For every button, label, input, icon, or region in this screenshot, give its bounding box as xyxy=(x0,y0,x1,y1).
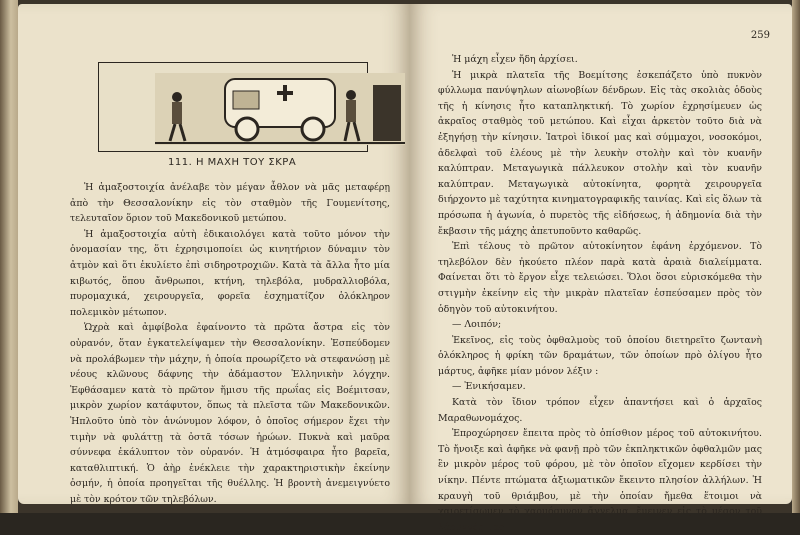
paragraph: Ἐπὶ τέλους τὸ πρῶτον αὐτοκίνητον ἐφάνη ἐρχόμενον. Τὸ τηλεβόλον δὲν ἠκούετο πλέον παρὰ κατὰ ἀραιὰ διαλείμματα. Φαίνεται ὅτι τὸ ἔργον εἶχε τελειώσει. Ὅλοι ὅσοι εὑρισκόμεθα τὴν στιγμὴν ἐκείνην εἰς τὴν μικρὰν πλατεῖαν ἐσπεύσαμεν πρὸς τὸν ὁδηγὸν τοῦ αὐτοκινήτου. xyxy=(438,241,762,315)
paragraph: Ἡ ἁμαξοστοιχία ἀνέλαβε τὸν μέγαν ἆθλον νὰ μᾶς μεταφέρῃ ἀπὸ τὴν Θεσσαλονίκην εἰς τὸν σταθμὸν τῆς Γουμενίτσης, τελευταῖον ὅριον τοῦ Μακεδονικοῦ μετώπου. xyxy=(70,182,390,225)
left-page xyxy=(18,4,410,504)
paragraph: Κατὰ τὸν ἴδιον τρόπον εἶχεν ἀπαντήσει καὶ ὁ ἀρχαῖος Μαραθωνομάχος. xyxy=(438,397,762,424)
right-page xyxy=(410,4,792,533)
left-page-text xyxy=(70,180,390,507)
paragraph: Ἡ μάχη εἶχεν ἤδη ἀρχίσει. xyxy=(452,54,578,65)
illustration xyxy=(98,62,368,152)
right-page-text xyxy=(438,52,762,535)
paragraph: — Λοιπόν; xyxy=(452,319,502,331)
paragraph: Ἡ μικρὰ πλατεῖα τῆς Βοεμίτσης ἐσκεπάζετο ὑπὸ πυκνὸν φύλλωμα πανύψηλων αἰωνοβίων δένδρων. Εἰς τὰς σκολιὰς ὁδοὺς τῆς ἡ κίνησις ἦτο καταπληκτική. Τὸ χωρίον ἐχρησίμευεν ὡς ἀκραῖος σταθμὸς τοῦ μετώπου. Καὶ εἶχαι ἀρκετὸν τοῦτο διὰ νὰ ἐξηγήσῃ τὴν κίνησιν. Ἰατροὶ ἰδικοί μας καὶ σύμμαχοι, νοσοκόμοι, ἀδελφαὶ τοῦ ἐλέους μὲ τὴν λευκὴν στολὴν καὶ τὸν κυανῆν καλύπτραν. Μεταγωγικὰ πάλλευκον στολὴν καὶ τὸν κυανῆν καλύπτραν. Μεταγωγικὰ αὐτοκίνητα, φορητὰ χειρουργεῖα διήρχοντο μὲ ταχύτητα κινηματογραφικῆς ταινίας. Καὶ εἰς ὅλων τὰ πρόσωπα ἡ ἀγωνία, ὁ πυρετὸς τῆς εἰδήσεως, ἡ ἀδημονία διὰ τὴν ἔκβασιν τῆς μάχης ἀπετυποῦντο καθαρῶς. xyxy=(438,69,762,237)
chapter-caption: 111. Η ΜΑΧΗ ΤΟΥ ΣΚΡΑ xyxy=(168,157,297,168)
paragraph: Ἐκεῖνος, εἰς τοὺς ὀφθαλμοὺς τοῦ ὁποίου διετηρεῖτο ζωντανὴ ὁλόκληρος ἡ φρίκη τῶν δραμάτων, τῶν ὁποίων πρὸ ὀλίγου ἦτο μάρτυς, ἀφῆκε μίαν μόνον λέξιν : xyxy=(438,334,762,377)
ambulance-scene-icon xyxy=(155,73,405,145)
book-right-edge xyxy=(792,0,800,513)
paragraph: — Ἐνικήσαμεν. xyxy=(452,381,526,393)
book-left-edge xyxy=(0,0,18,513)
paragraph: Ἡ ἁμαξοστοιχία αὐτὴ ἐδικαιολόγει κατὰ τοῦτο μόνον τὴν ὀνομασίαν της, ὅτι ἐχρησιμοποίει ὡς κινητήριον δύναμιν τὸν ἀτμὸν καὶ ὅτι ἐκυλίετο ἐπὶ σιδηροτροχιῶν. Κατὰ τὰ ἄλλα ἦτο μία κιβωτός, ὅπου ἄνθρωποι, κτήνη, τηλεβόλα, μυδραλλιοβόλα, πυρομαχικά, χειρουργεῖα, φορεῖα ἐσχηματίζον ὁλόκληρον πολεμικὸν μέτωπον. xyxy=(70,228,390,318)
paragraph: Ὡχρὰ καὶ ἀμφίβολα ἐφαίνοντο τὰ πρῶτα ἄστρα εἰς τὸν οὐρανόν, ὅταν ἐγκατελείψαμεν τὴν Θεσσαλονίκην. Ἐσπεύδομεν νὰ προλάβωμεν τὴν μάχην, ἡ ὁποία προωρίζετο νὰ στεφανώσῃ μὲ νέους κλῶνους δάφνης τὴν ἀδάμαστον Ἑλληνικὴν λόγχην. Ἐφθάσαμεν κατὰ τὸ πρῶτον ἥμισυ τῆς πρωΐας εἰς Βοέμιτσαν, μικρὸν χωρίον κατάφυτον, ὅπως τὰ πλεῖστα τῶν Μακεδονικῶν. Ἠπλοῦτο ὑπὸ τὸν ἀνώνυμον λόφον, ὁ ὁποῖος σήμερον ἔχει τὴν τιμὴν νὰ φυλάττῃ τὰ ὀστᾶ τόσων ἡρώων. Πυκνὰ καὶ μαῦρα σύννεφα ἐκάλυπτον τὸν οὐρανόν. Ἡ ἀτμόσφαιρα ἦτο βαρεῖα, καταθλιπτική. Ὁ ἀὴρ ἐνέκλειε τὴν χαρακτηριστικὴν ἐκείνην ὀσμήν, ἡ ὁποία προηγεῖται τῆς θυέλλης. Ἡ βροντὴ ἀνεμειγνύετο μὲ τὸν κρότον τῶν τηλεβόλων. xyxy=(70,322,390,505)
page-number: 259 xyxy=(750,30,770,41)
paragraph: Ἐπροχώρησεν ἔπειτα πρὸς τὸ ὀπίσθιον μέρος τοῦ αὐτοκινήτου. Τὸ ἤνοιξε καὶ ἀφῆκε νὰ φανῇ πρὸ τῶν ἐκπληκτικῶν ὀφθαλμῶν μας ἓν μικρὸν μέρος τοῦ φόρου, μὲ τὸν ὁποῖον εἴχομεν κερδίσει τὴν νίκην. Πέντε πτώματα ἀξιωματικῶν ἔκειντο πλησίον ἀλλήλων. Ἡ κραυγὴ τοῦ θριάμβου, μὲ τὴν ὁποίαν ἤμεθα ἕτοιμοι νὰ χαιρετίσωμεν τὸ χαρμόσυνον ἄγγελμα, ἔμεινεν εἰς τὸ μέσον τοῦ λάρυγγός μας. xyxy=(438,428,762,533)
